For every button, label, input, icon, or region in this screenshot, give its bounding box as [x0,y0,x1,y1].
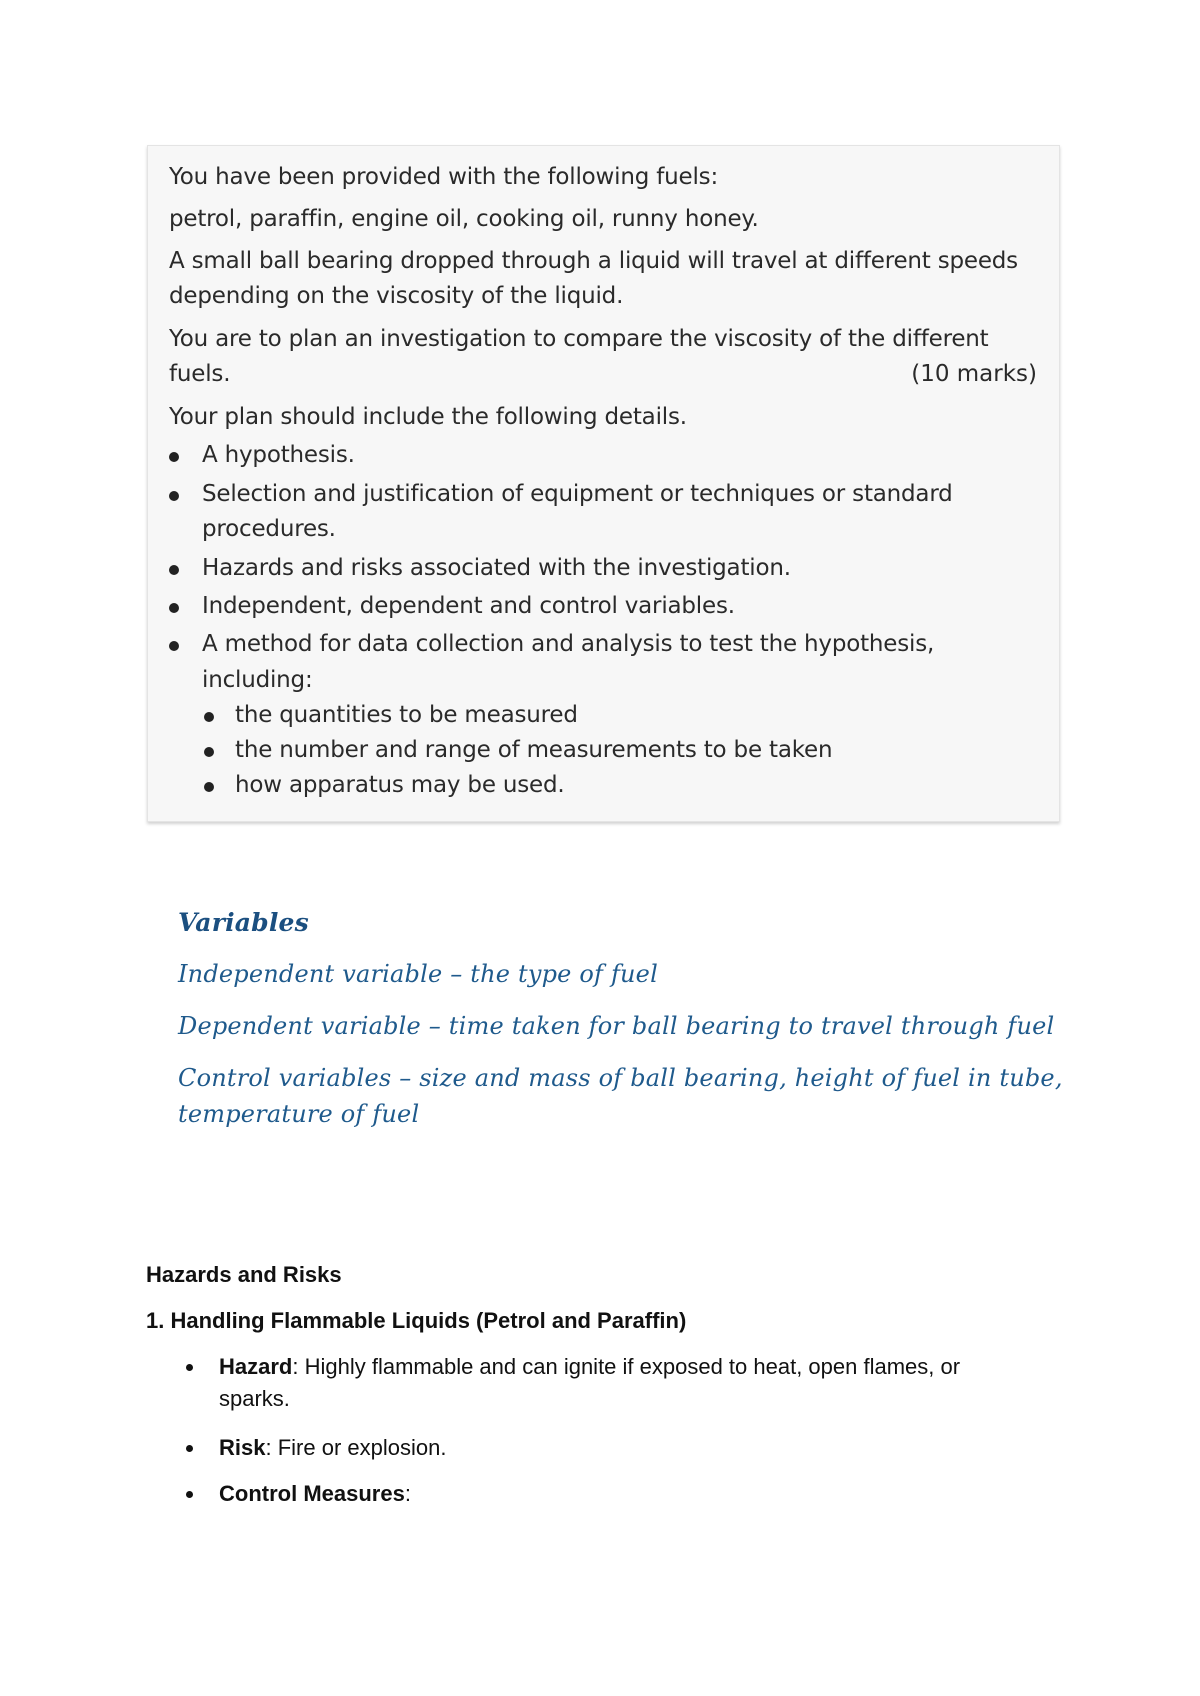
hazards-heading: Hazards and Risks [146,1262,342,1287]
bullet-item: Selection and justification of equipment or techniques or standard [202,481,953,507]
control-measures-label: Control Measures [219,1481,405,1506]
sub-bullet-item: the number and range of measurements to be taken [235,737,833,763]
hazard-item [219,1354,960,1380]
sub-bullet-dot [204,747,214,757]
bullet-dot [186,1445,193,1452]
bullet-dot [169,641,179,651]
ball-bearing-line-2: depending on the viscosity of the liquid. [169,283,624,309]
bullet-dot [186,1364,193,1371]
hazard-text-continuation: sparks. [219,1386,290,1411]
independent-variable: Independent variable – the type of fuel [178,960,658,988]
sub-bullet-item: the quantities to be measured [235,702,578,728]
risk-text: : Fire or explosion. [265,1435,447,1460]
plan-line-1: You are to plan an investigation to compare the viscosity of the different [169,326,989,352]
control-variables-line-1: Control variables – size and mass of ball bearing, height of fuel in tube, [178,1064,1063,1092]
sub-bullet-item: how apparatus may be used. [235,772,565,798]
intro-line: You have been provided with the following fuels: [169,164,718,190]
bullet-dot [169,603,179,613]
control-variables-line-2: temperature of fuel [178,1100,420,1128]
control-measures-item [219,1481,411,1507]
bullet-dot [169,491,179,501]
variables-title: Variables [178,908,309,937]
risk-label: Risk [219,1435,266,1460]
hazard-label: Hazard [219,1354,293,1379]
dependent-variable: Dependent variable – time taken for ball bearing to travel through fuel [178,1012,1055,1040]
bullet-item: A method for data collection and analysis to test the hypothesis, [202,631,935,657]
question-card [147,145,1060,822]
ball-bearing-line-1: A small ball bearing dropped through a liquid will travel at different speeds [169,248,1018,274]
bullet-dot [169,565,179,575]
bullet-dot [169,452,179,462]
bullet-dot [186,1491,193,1498]
sub-bullet-dot [204,712,214,722]
marks-label: (10 marks) [911,361,1037,387]
bullet-item: Independent, dependent and control variables. [202,593,735,619]
plan-line-2: fuels. [169,361,231,387]
bullet-item: A hypothesis. [202,442,355,468]
sub-bullet-dot [204,782,214,792]
bullet-item-continuation: procedures. [202,516,336,542]
hazards-subheading: 1. Handling Flammable Liquids (Petrol and Paraffin) [146,1308,687,1333]
control-measures-text: : [404,1481,411,1506]
risk-item [219,1435,446,1461]
hazard-text: : Highly flammable and can ignite if exposed to heat, open flames, or [292,1354,961,1379]
bullet-item-continuation: including: [202,667,313,693]
fuels-line: petrol, paraffin, engine oil, cooking oil, runny honey. [169,206,759,232]
include-line: Your plan should include the following details. [169,404,687,430]
bullet-item: Hazards and risks associated with the investigation. [202,555,791,581]
